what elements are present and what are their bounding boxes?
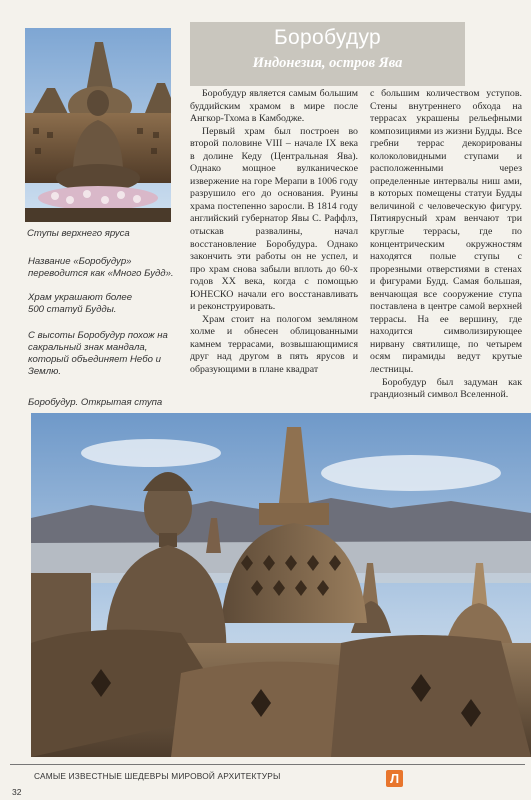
body-paragraph: Храм стоит на пологом земляном холме и обнесен облицованными камнем террасами, возвышающимися друг над другом в пять ярусов и образующими в плане квадрат (190, 313, 358, 376)
body-column-2 (370, 88, 522, 401)
footer-divider (10, 764, 525, 765)
footer-series-title: САМЫЕ ИЗВЕСТНЫЕ ШЕДЕВРЫ МИРОВОЙ АРХИТЕКТУРЫ (34, 771, 281, 781)
body-column-1 (190, 88, 358, 377)
bottom-photo-caption: Боробудур. Открытая ступа (28, 397, 163, 408)
sidebar-note-1: Название «Боробудур» переводится как «Много Будд». (28, 256, 174, 279)
body-paragraph: с большим количеством уступов. Стены внутреннего обхода на террасах украшены рельефными композициями из жизни Будды. Все гребни террас декорированы колоколовидными ступами и расположенными через определенные интервалы ниш ами, в которых помещены статуи Будды величиной с человеческую фигуру. Пятиярусный храм венчают три круглые террасы, где по концентрическим окружностям находятся полые ступы с прорезными отверстиями в стенах и фигурами Будд. Самая большая, венчающая все сооружение ступа поставлена в центре самой верхней террасы. На ее вершину, где находится символизирующее нирвану святилище, по четырем осям пирамиды ведут крутые лестницы. (370, 88, 522, 376)
page-title: Боробудур (273, 26, 382, 49)
open-stupa-photo (31, 413, 531, 757)
body-paragraph: Боробудур был задуман как грандиозный символ Вселенной. (370, 376, 522, 401)
top-photo-caption: Ступы верхнего яруса (27, 228, 130, 239)
body-paragraph: Боробудур является самым большим буддийским храмом в мире после Ангкор-Тхома в Камбодже. (190, 88, 358, 125)
page-subtitle: Индонезия, остров Ява (252, 55, 403, 71)
title-bar (190, 22, 465, 86)
publisher-logo[interactable]: Л (386, 770, 403, 787)
sidebar-note-3: С высоты Боробудур похож на сакральный знак мандала, который объединяет Небо и Землю. (28, 330, 168, 377)
sidebar-note-2: Храм украшают более 500 статуй Будды. (28, 292, 133, 315)
top-stupa-photo (25, 28, 171, 222)
page-number: 32 (12, 787, 22, 797)
body-paragraph: Первый храм был построен во второй половине VIII – начале IX века в долине Кеду (Центральная Ява). Однако мощное вулканическое извержение на горе Мерапи в 1006 году разрушило его до основания. Руины храма постепенно заросли. В 1814 году английский губернатор Явы С. Раффлз, отыскав развалины, начал восстановление Боробудура. Однако закончить эти работы он не успел, и про храм снова забыли вплоть до 60-х годов XX века, когда с помощью ЮНЕСКО начали его восстанавливать и реконструировать. (190, 125, 358, 313)
